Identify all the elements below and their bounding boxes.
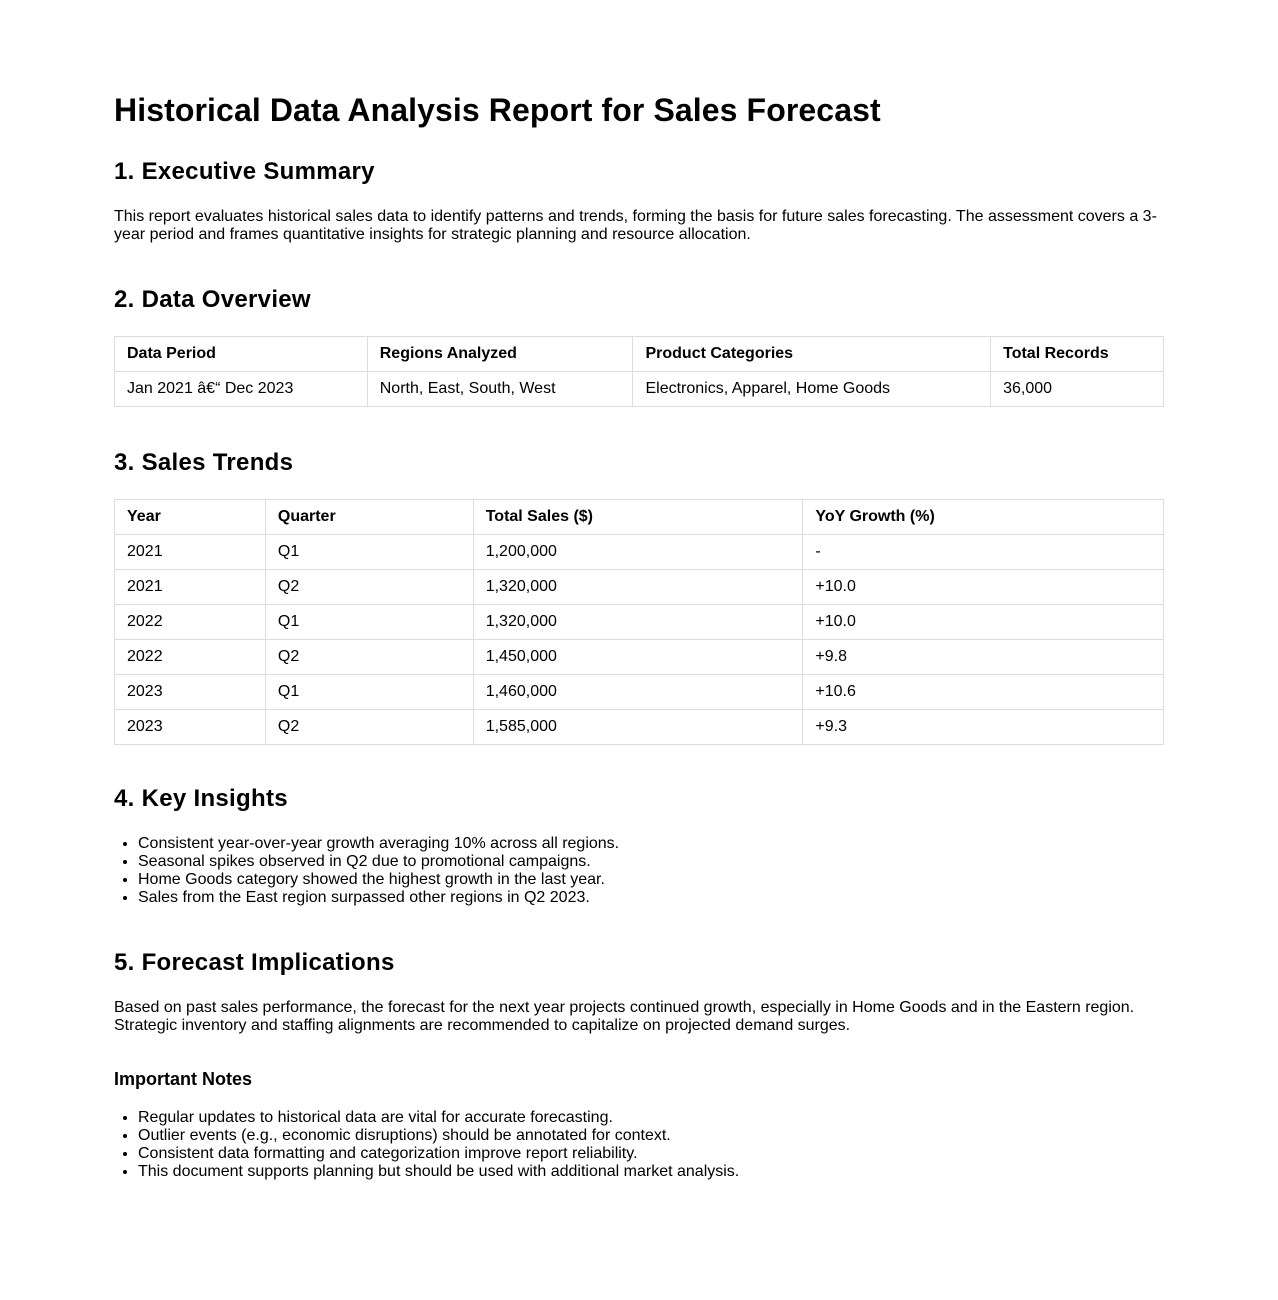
list-item: • Outlier events (e.g., economic disruptions) should be annotated for context. — [138, 1127, 1164, 1145]
important-notes-section — [114, 1067, 1164, 1181]
table-row — [115, 570, 1164, 605]
forecast-implications-text: Based on past sales performance, the forecast for the next year projects continued growth, especially in Home Goods and in the Eastern region. Strategic inventory and staffing alignments are recommended to capitalize on projected demand surges. — [114, 999, 1135, 1034]
table-cell: +9.8 — [803, 640, 1164, 675]
table-cell: 2023 — [115, 675, 266, 710]
list-item: • Home Goods category showed the highest growth in the last year. — [138, 871, 1164, 889]
table-cell: Q1 — [265, 675, 473, 710]
table-cell: 2022 — [115, 605, 266, 640]
important-notes-list — [114, 1109, 1164, 1181]
forecast-implications-section — [114, 947, 1164, 1035]
table-cell: Q2 — [265, 710, 473, 745]
table-cell: North, East, South, West — [367, 372, 633, 407]
table-cell: 1,320,000 — [473, 605, 803, 640]
list-item: • Seasonal spikes observed in Q2 due to promotional campaigns. — [138, 853, 1164, 871]
table-cell: 36,000 — [991, 372, 1164, 407]
data-overview-section — [114, 284, 1164, 407]
sales-trends-table — [114, 499, 1164, 745]
table-row — [115, 605, 1164, 640]
sales-trends-heading: 3. Sales Trends — [114, 449, 294, 476]
table-cell: 1,200,000 — [473, 535, 803, 570]
sales-trends-section — [114, 447, 1164, 745]
header-cell: YoY Growth (%) — [803, 500, 1164, 535]
header-cell: Data Period — [115, 337, 368, 372]
table-cell: +10.0 — [803, 605, 1164, 640]
table-cell: Q2 — [265, 570, 473, 605]
table-row — [115, 640, 1164, 675]
executive-summary-section — [114, 156, 1164, 244]
table-cell: Electronics, Apparel, Home Goods — [633, 372, 991, 407]
header-cell: Year — [115, 500, 266, 535]
table-header-row — [115, 337, 1164, 372]
header-cell: Total Records — [991, 337, 1164, 372]
list-item: • Consistent data formatting and categorization improve report reliability. — [138, 1145, 1164, 1163]
table-cell: +9.3 — [803, 710, 1164, 745]
executive-summary-text: This report evaluates historical sales data to identify patterns and trends, forming the basis for future sales forecasting. The assessment covers a 3-year period and frames quantitative insights for strategic planning and resource allocation. — [114, 208, 1157, 243]
header-cell: Quarter — [265, 500, 473, 535]
important-notes-heading: Important Notes — [114, 1069, 253, 1089]
header-cell: Total Sales ($) — [473, 500, 803, 535]
list-item: • This document supports planning but should be used with additional market analysis. — [138, 1163, 1164, 1181]
table-cell: - — [803, 535, 1164, 570]
table-cell: +10.6 — [803, 675, 1164, 710]
table-cell: Jan 2021 â€“ Dec 2023 — [115, 372, 368, 407]
table-cell: Q1 — [265, 535, 473, 570]
table-cell: Q1 — [265, 605, 473, 640]
header-cell: Product Categories — [633, 337, 991, 372]
header-cell: Regions Analyzed — [367, 337, 633, 372]
data-overview-table — [114, 336, 1164, 407]
table-row — [115, 372, 1164, 407]
table-cell: 2021 — [115, 570, 266, 605]
list-item: • Regular updates to historical data are vital for accurate forecasting. — [138, 1109, 1164, 1127]
table-cell: 1,460,000 — [473, 675, 803, 710]
key-insights-section — [114, 783, 1164, 907]
table-cell: 1,450,000 — [473, 640, 803, 675]
table-row — [115, 535, 1164, 570]
table-cell: 2021 — [115, 535, 266, 570]
key-insights-heading: 4. Key Insights — [114, 785, 288, 812]
table-header-row — [115, 500, 1164, 535]
table-cell: 1,320,000 — [473, 570, 803, 605]
table-cell: 2023 — [115, 710, 266, 745]
executive-summary-heading: 1. Executive Summary — [114, 158, 375, 185]
data-overview-heading: 2. Data Overview — [114, 286, 311, 313]
table-cell: 1,585,000 — [473, 710, 803, 745]
list-item: • Consistent year-over-year growth averaging 10% across all regions. — [138, 835, 1164, 853]
table-cell: 2022 — [115, 640, 266, 675]
table-row — [115, 710, 1164, 745]
forecast-implications-heading: 5. Forecast Implications — [114, 949, 395, 976]
key-insights-list — [114, 835, 1164, 907]
report-title: Historical Data Analysis Report for Sales Forecast — [114, 92, 881, 128]
table-cell: Q2 — [265, 640, 473, 675]
list-item: • Sales from the East region surpassed other regions in Q2 2023. — [138, 889, 1164, 907]
table-cell: +10.0 — [803, 570, 1164, 605]
table-row — [115, 675, 1164, 710]
